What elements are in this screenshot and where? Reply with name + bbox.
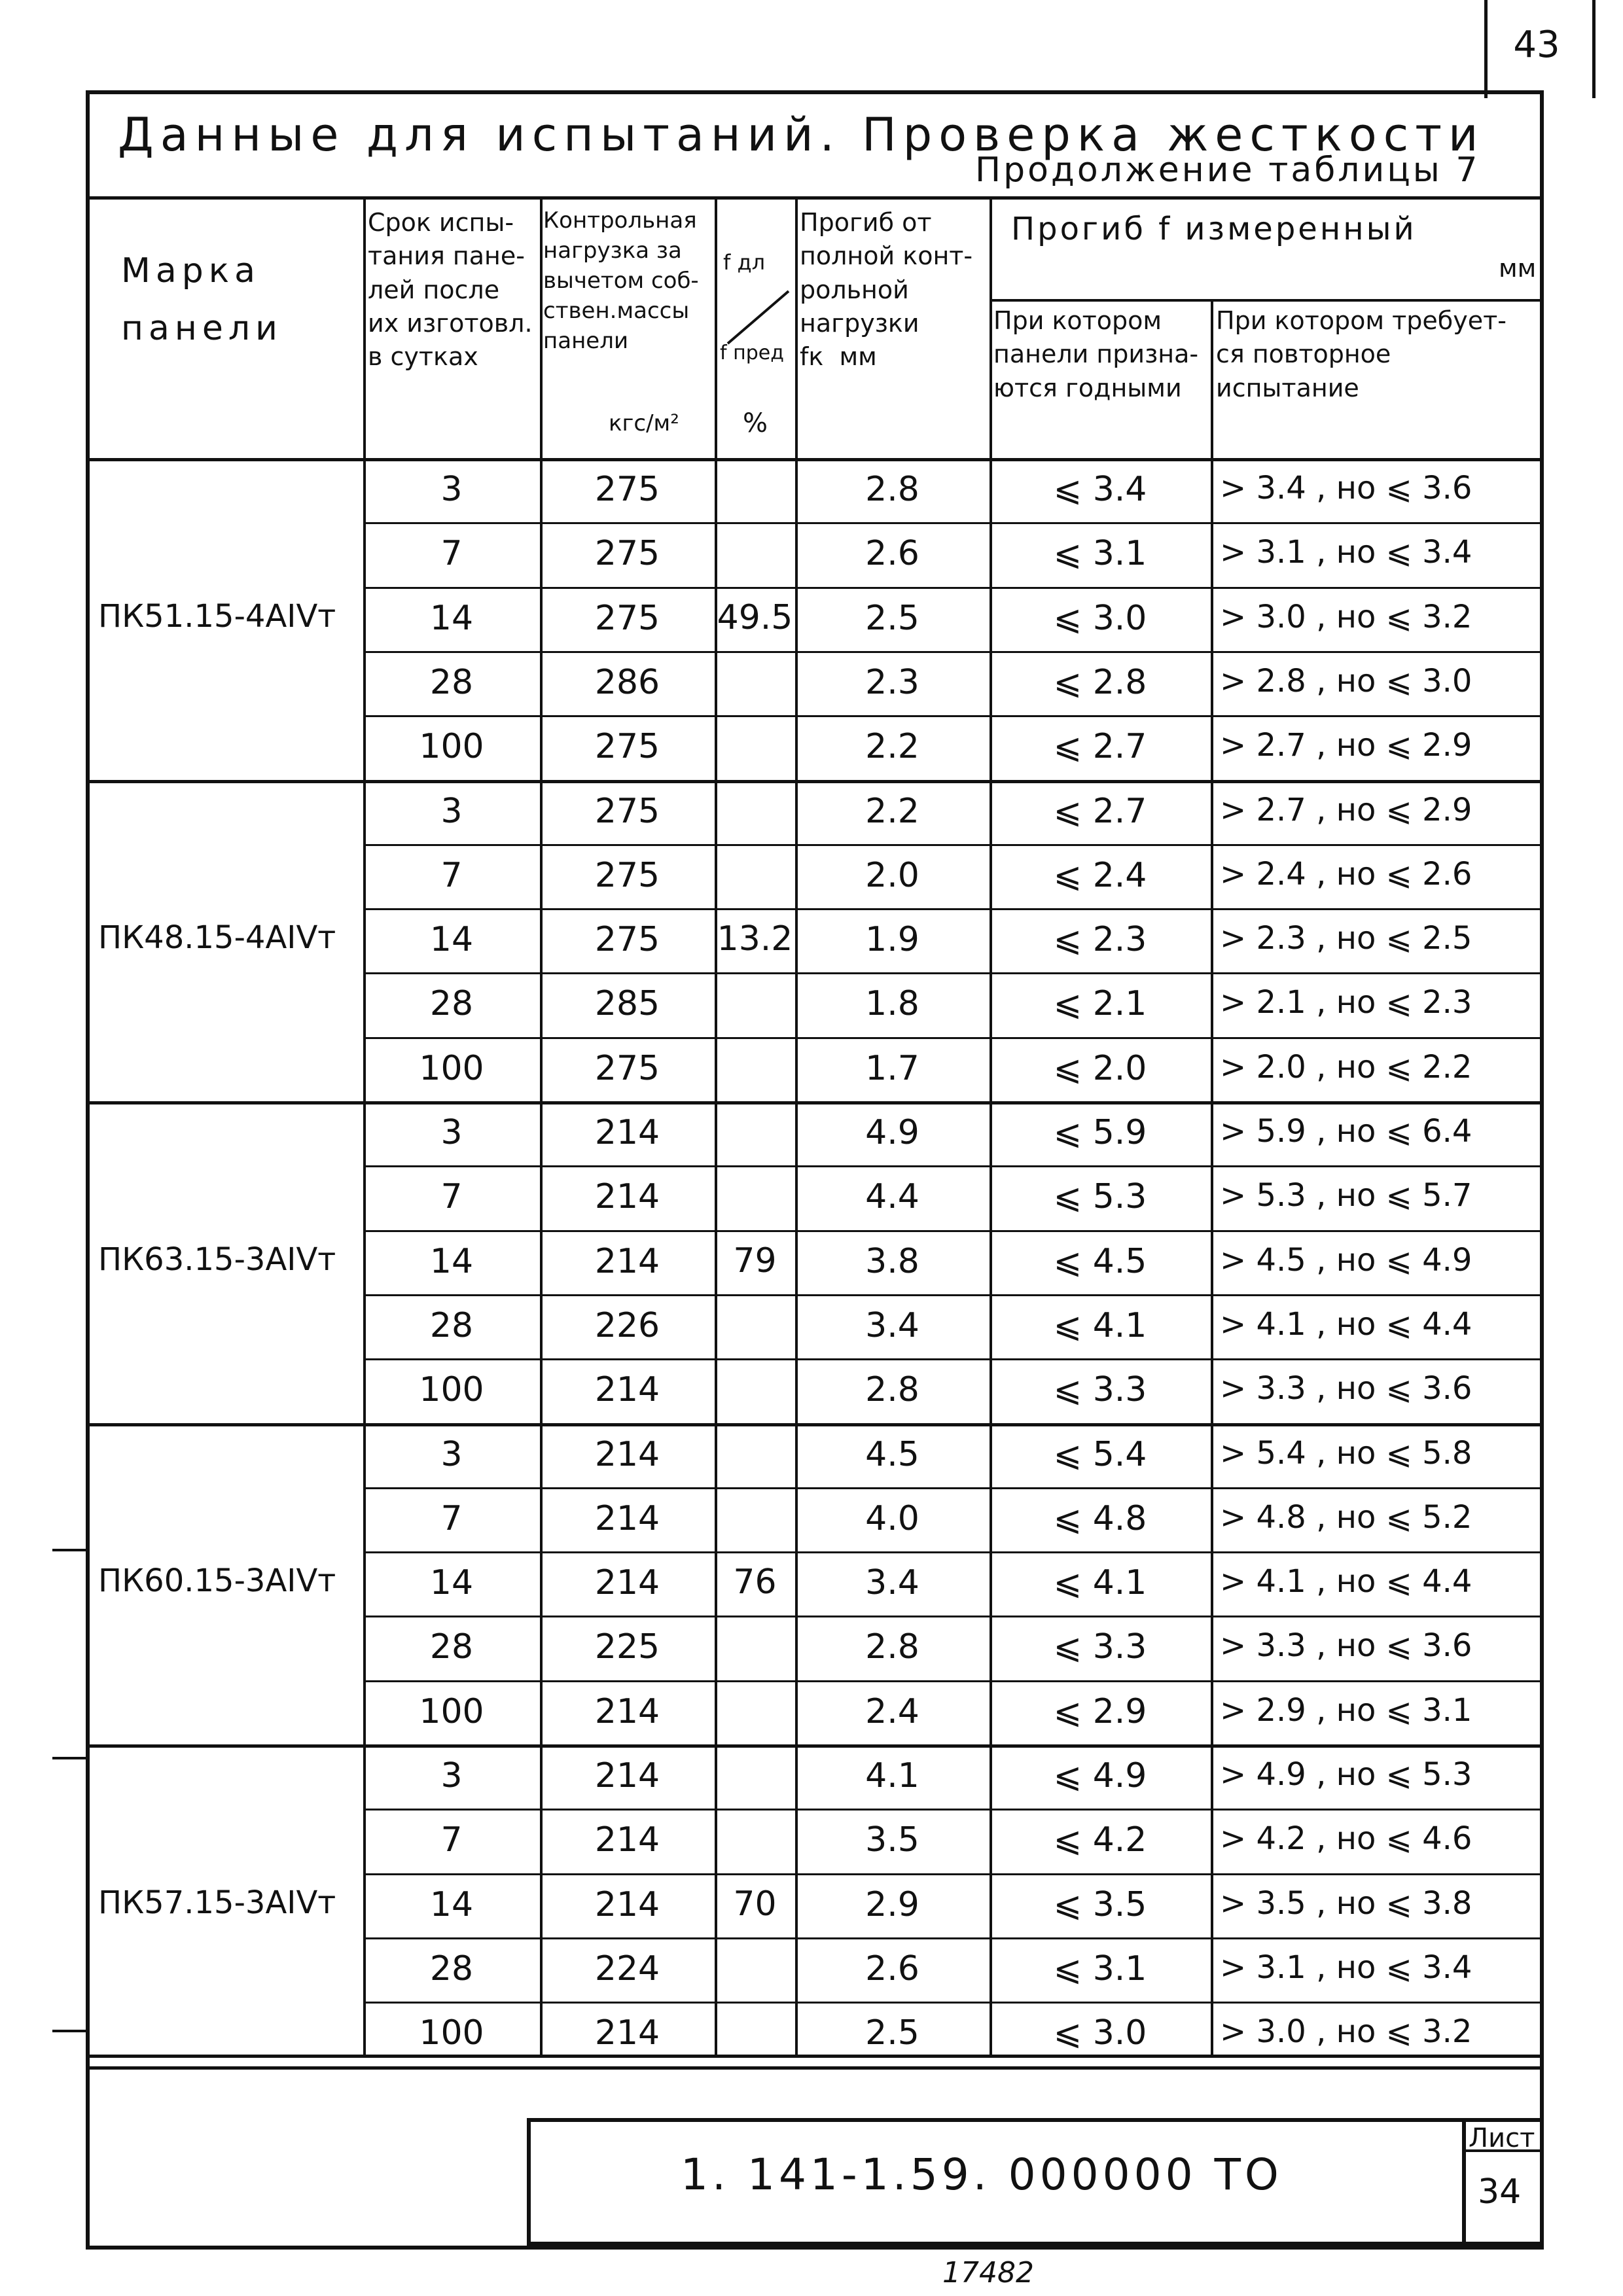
retest-limit: > 4.1 , но ⩽ 4.4 <box>1220 1305 1472 1343</box>
accepted-limit: ⩽ 4.1 <box>1053 1305 1147 1345</box>
accepted-limit: ⩽ 4.5 <box>1053 1241 1147 1281</box>
table-bottom-line <box>90 2055 1540 2058</box>
accepted-limit: ⩽ 5.3 <box>1053 1177 1147 1217</box>
retest-limit: > 5.4 , но ⩽ 5.8 <box>1220 1434 1472 1472</box>
accepted-limit: ⩽ 3.1 <box>1053 534 1147 574</box>
retest-limit: > 5.3 , но ⩽ 5.7 <box>1220 1177 1472 1214</box>
deflection-value: 2.8 <box>865 1627 919 1667</box>
load-value: 275 <box>594 470 660 509</box>
deflection-value: 2.3 <box>865 662 919 702</box>
panel-mark: ПК60.15-3АIVт <box>98 1563 336 1600</box>
retest-limit: > 4.8 , но ⩽ 5.2 <box>1220 1498 1472 1536</box>
deflection-value: 1.9 <box>865 920 919 960</box>
term-value: 14 <box>429 1563 474 1603</box>
deflection-value: 2.0 <box>865 855 919 895</box>
load-value: 275 <box>594 855 660 895</box>
page-title: Данные для испытаний. Проверка жесткости <box>118 108 1485 162</box>
title-divider <box>90 196 1540 200</box>
term-value: 100 <box>419 2013 484 2053</box>
retest-limit: > 3.1 , но ⩽ 3.4 <box>1220 1949 1472 1986</box>
margin-tick <box>52 1549 86 1551</box>
header-accepted: При котором панели призна- ются годными <box>993 306 1199 402</box>
ratio-value: 13.2 <box>717 919 793 959</box>
deflection-value: 2.6 <box>865 534 919 574</box>
deflection-value: 2.2 <box>865 791 919 831</box>
accepted-limit: ⩽ 4.1 <box>1053 1563 1147 1603</box>
retest-limit: > 2.3 , но ⩽ 2.5 <box>1220 920 1472 957</box>
panel-mark: ПК63.15-3АIVт <box>98 1241 336 1278</box>
deflection-value: 2.5 <box>865 2013 919 2053</box>
load-value: 214 <box>594 1370 660 1410</box>
accepted-limit: ⩽ 2.7 <box>1053 791 1147 831</box>
term-value: 100 <box>419 1691 484 1731</box>
term-value: 3 <box>440 1434 463 1474</box>
load-value: 225 <box>594 1627 660 1667</box>
load-value: 214 <box>594 1113 660 1152</box>
deflection-value: 2.2 <box>865 727 919 767</box>
deflection-value: 4.9 <box>865 1113 919 1152</box>
deflection-value: 2.8 <box>865 1370 919 1410</box>
header-measured-unit: мм <box>1499 254 1537 283</box>
accepted-limit: ⩽ 2.9 <box>1053 1691 1147 1731</box>
term-value: 3 <box>440 791 463 831</box>
retest-limit: > 3.3 , но ⩽ 3.6 <box>1220 1370 1472 1407</box>
document-code: 1. 141-1.59. 000000 ТО <box>681 2149 1283 2200</box>
load-value: 275 <box>594 534 660 574</box>
deflection-value: 1.8 <box>865 984 919 1024</box>
accepted-limit: ⩽ 2.7 <box>1053 727 1147 767</box>
retest-limit: > 2.9 , но ⩽ 3.1 <box>1220 1691 1472 1729</box>
header-term: Срок испы- тания пане- лей после их изготовл. в сутках <box>368 208 533 372</box>
retest-limit: > 4.5 , но ⩽ 4.9 <box>1220 1241 1472 1279</box>
load-value: 214 <box>594 2013 660 2053</box>
deflection-value: 2.9 <box>865 1884 919 1924</box>
retest-limit: > 3.0 , но ⩽ 3.2 <box>1220 598 1472 635</box>
term-value: 7 <box>440 1177 463 1217</box>
term-value: 28 <box>429 662 474 702</box>
deflection-value: 1.7 <box>865 1048 919 1088</box>
accepted-limit: ⩽ 2.1 <box>1053 984 1147 1024</box>
term-value: 7 <box>440 1498 463 1538</box>
retest-limit: > 2.1 , но ⩽ 2.3 <box>1220 984 1472 1021</box>
accepted-limit: ⩽ 3.3 <box>1053 1370 1147 1410</box>
deflection-value: 2.4 <box>865 1691 919 1731</box>
deflection-value: 2.8 <box>865 470 919 509</box>
sheet-label: Лист <box>1469 2123 1535 2153</box>
deflection-value: 4.5 <box>865 1434 919 1474</box>
panel-mark: ПК51.15-4АIVт <box>98 597 336 635</box>
load-value: 226 <box>594 1305 660 1345</box>
term-value: 28 <box>429 1949 474 1988</box>
retest-limit: > 2.7 , но ⩽ 2.9 <box>1220 727 1472 764</box>
term-value: 28 <box>429 1627 474 1667</box>
retest-limit: > 4.1 , но ⩽ 4.4 <box>1220 1563 1472 1600</box>
footer-note: 17482 <box>942 2256 1034 2289</box>
ratio-value: 76 <box>733 1563 777 1602</box>
load-value: 214 <box>594 1241 660 1281</box>
retest-limit: > 4.9 , но ⩽ 5.3 <box>1220 1756 1472 1793</box>
accepted-limit: ⩽ 2.4 <box>1053 855 1147 895</box>
panel-mark: ПК48.15-4АIVт <box>98 919 336 957</box>
ratio-value: 49.5 <box>717 597 793 637</box>
header-ratio-unit: % <box>743 408 768 438</box>
deflection-value: 3.5 <box>865 1820 919 1860</box>
retest-limit: > 3.5 , но ⩽ 3.8 <box>1220 1884 1472 1922</box>
accepted-limit: ⩽ 2.8 <box>1053 662 1147 702</box>
group-divider <box>90 2066 1540 2070</box>
term-value: 28 <box>429 984 474 1024</box>
load-value: 275 <box>594 598 660 638</box>
term-value: 7 <box>440 1820 463 1860</box>
accepted-limit: ⩽ 5.4 <box>1053 1434 1147 1474</box>
deflection-value: 2.6 <box>865 1949 919 1988</box>
deflection-value: 3.4 <box>865 1563 919 1603</box>
accepted-limit: ⩽ 3.4 <box>1053 470 1147 509</box>
accepted-limit: ⩽ 3.0 <box>1053 598 1147 638</box>
term-value: 7 <box>440 855 463 895</box>
term-value: 100 <box>419 1048 484 1088</box>
group-divider <box>90 1744 1540 1748</box>
retest-limit: > 2.0 , но ⩽ 2.2 <box>1220 1048 1472 1086</box>
margin-tick <box>52 1757 86 1759</box>
term-value: 14 <box>429 598 474 638</box>
term-value: 3 <box>440 1113 463 1152</box>
term-value: 7 <box>440 534 463 574</box>
load-value: 275 <box>594 727 660 767</box>
group-divider <box>90 780 1540 783</box>
ratio-value: 70 <box>733 1884 777 1924</box>
load-value: 286 <box>594 662 660 702</box>
deflection-value: 4.1 <box>865 1756 919 1795</box>
column-divider <box>715 200 717 2055</box>
header-deflection: Прогиб от полной конт- рольной нагрузки fк мм <box>800 208 973 372</box>
header-load: Контрольная нагрузка за вычетом соб- ствен.массы панели <box>543 207 699 354</box>
load-value: 214 <box>594 1177 660 1217</box>
deflection-value: 2.5 <box>865 598 919 638</box>
accepted-limit: ⩽ 3.5 <box>1053 1884 1147 1924</box>
accepted-limit: ⩽ 2.3 <box>1053 920 1147 960</box>
term-value: 14 <box>429 920 474 960</box>
term-value: 14 <box>429 1241 474 1281</box>
group-divider <box>90 1423 1540 1426</box>
accepted-limit: ⩽ 2.0 <box>1053 1048 1147 1088</box>
retest-limit: > 2.7 , но ⩽ 2.9 <box>1220 791 1472 828</box>
retest-limit: > 2.8 , но ⩽ 3.0 <box>1220 662 1472 699</box>
sheet-number: 34 <box>1478 2172 1522 2212</box>
term-value: 14 <box>429 1884 474 1924</box>
header-mark: Марка панели <box>121 251 283 349</box>
load-value: 214 <box>594 1756 660 1795</box>
retest-limit: > 3.4 , но ⩽ 3.6 <box>1220 470 1472 506</box>
retest-limit: > 2.4 , но ⩽ 2.6 <box>1220 855 1472 892</box>
ratio-value: 79 <box>733 1241 777 1280</box>
column-divider <box>1211 299 1213 2055</box>
document-frame <box>86 90 1544 2250</box>
term-value: 3 <box>440 1756 463 1795</box>
load-value: 214 <box>594 1820 660 1860</box>
header-ratio-bottom: f пред <box>720 342 784 364</box>
deflection-value: 3.4 <box>865 1305 919 1345</box>
accepted-limit: ⩽ 4.9 <box>1053 1756 1147 1795</box>
term-value: 3 <box>440 470 463 509</box>
panel-mark: ПК57.15-3АIVт <box>98 1884 336 1921</box>
deflection-value: 4.0 <box>865 1498 919 1538</box>
margin-tick <box>52 2030 86 2032</box>
header-measured: Прогиб f измеренный <box>1011 211 1417 247</box>
page-number: 43 <box>1513 24 1560 66</box>
group-divider <box>90 1101 1540 1104</box>
term-value: 100 <box>419 727 484 767</box>
term-value: 28 <box>429 1305 474 1345</box>
measured-header-divider <box>990 299 1540 302</box>
load-value: 224 <box>594 1949 660 1988</box>
load-value: 214 <box>594 1498 660 1538</box>
load-value: 214 <box>594 1884 660 1924</box>
header-retest: При котором требует- ся повторное испытание <box>1216 306 1507 402</box>
accepted-limit: ⩽ 5.9 <box>1053 1113 1147 1152</box>
load-value: 214 <box>594 1563 660 1603</box>
load-value: 275 <box>594 920 660 960</box>
deflection-value: 4.4 <box>865 1177 919 1217</box>
load-value: 285 <box>594 984 660 1024</box>
header-ratio-top: f дл <box>723 250 766 275</box>
retest-limit: > 3.1 , но ⩽ 3.4 <box>1220 534 1472 571</box>
accepted-limit: ⩽ 3.0 <box>1053 2013 1147 2053</box>
ratio-fraction-line <box>715 288 795 347</box>
header-load-unit: кгс/м² <box>609 410 679 436</box>
load-value: 275 <box>594 1048 660 1088</box>
accepted-limit: ⩽ 4.8 <box>1053 1498 1147 1538</box>
accepted-limit: ⩽ 3.3 <box>1053 1627 1147 1667</box>
table-continuation-label: Продолжение таблицы 7 <box>975 150 1480 190</box>
load-value: 214 <box>594 1691 660 1731</box>
accepted-limit: ⩽ 4.2 <box>1053 1820 1147 1860</box>
header-divider <box>90 458 1540 461</box>
deflection-value: 3.8 <box>865 1241 919 1281</box>
accepted-limit: ⩽ 3.1 <box>1053 1949 1147 1988</box>
load-value: 214 <box>594 1434 660 1474</box>
retest-limit: > 5.9 , но ⩽ 6.4 <box>1220 1113 1472 1150</box>
retest-limit: > 3.3 , но ⩽ 3.6 <box>1220 1627 1472 1665</box>
retest-limit: > 3.0 , но ⩽ 3.2 <box>1220 2013 1472 2051</box>
load-value: 275 <box>594 791 660 831</box>
retest-limit: > 4.2 , но ⩽ 4.6 <box>1220 1820 1472 1858</box>
term-value: 100 <box>419 1370 484 1410</box>
